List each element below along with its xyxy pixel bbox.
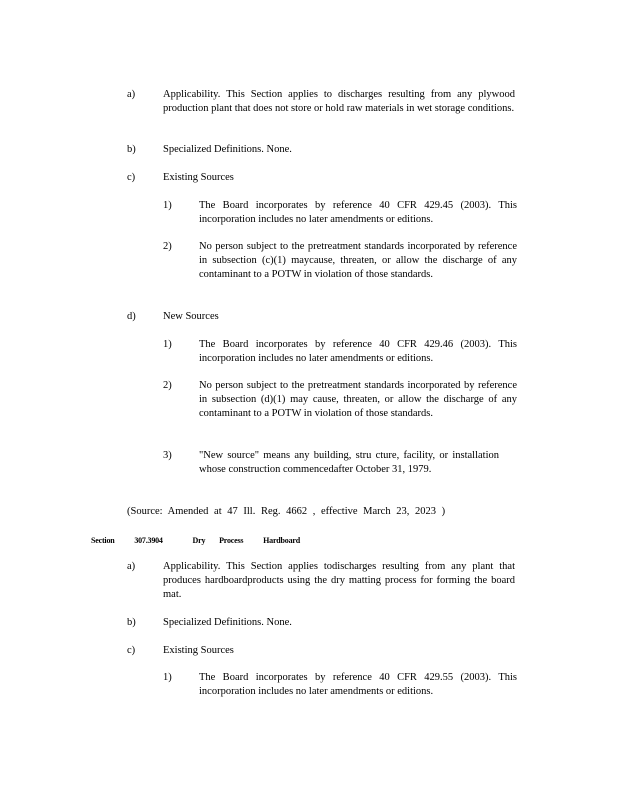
subsection-label: c) [127, 645, 136, 656]
paragraph-text: The Board incorporates by reference 40 CFR 429.55 (2003). This incorporation includes no later amendments or editions. [199, 672, 517, 697]
subsection-label: b) [127, 617, 136, 628]
paragraph-text: The Board incorporates by reference 40 CFR 429.46 (2003). This incorporation includes no later amendments or editions. [199, 339, 517, 364]
paragraph-label: 1) [163, 339, 172, 350]
subsection-label: d) [127, 311, 136, 322]
subsection-text: Applicability. This Section applies to discharges resulting from any plywood production plant that does not store or hold raw materials in wet storage conditions. [163, 89, 515, 114]
subsection-text: Applicability. This Section applies todischarges resulting from any plant that produces hardboardproducts using the dry matting process for forming the board mat. [163, 561, 515, 600]
subsection-label: a) [127, 561, 136, 572]
paragraph-text: No person subject to the pretreatment standards incorporated by reference in subsection (c)(1) maycause, threaten, or allow the discharge of any contaminant to a POTW in violation of those standards. [199, 241, 517, 280]
paragraph-text: The Board incorporates by reference 40 CFR 429.45 (2003). This incorporation includes no later amendments or editions. [199, 200, 517, 225]
section-title-word: Process [219, 536, 244, 545]
subsection-heading: New Sources [163, 311, 219, 322]
paragraph-label: 1) [163, 672, 172, 683]
subsection-label: c) [127, 172, 136, 183]
section-number: 307.3904 [134, 536, 163, 545]
paragraph-text: "New source" means any building, stru cture, facility, or installation whose construction commencedafter October 31, 1979. [199, 450, 499, 475]
subsection-label: a) [127, 89, 136, 100]
paragraph-text: No person subject to the pretreatment standards incorporated by reference in subsection (d)(1) may cause, threaten, or allow the discharge of any contaminant to a POTW in violation of those standards. [199, 380, 517, 419]
subsection-heading: Existing Sources [163, 645, 234, 656]
section-word: Section [91, 536, 115, 545]
section-heading [91, 534, 300, 548]
subsection-heading: Existing Sources [163, 172, 234, 183]
subsection-text: Specialized Definitions. None. [163, 144, 292, 155]
subsection-label: b) [127, 144, 136, 155]
paragraph-label: 1) [163, 200, 172, 211]
source-note: (Source: Amended at 47 Ill. Reg. 4662 , effective March 23, 2023 ) [127, 506, 446, 517]
subsection-text: Specialized Definitions. None. [163, 617, 292, 628]
section-title-word: Hardboard [263, 536, 300, 545]
paragraph-label: 2) [163, 241, 172, 252]
paragraph-label: 2) [163, 380, 172, 391]
section-title-word: Dry [192, 536, 206, 545]
paragraph-label: 3) [163, 450, 172, 461]
